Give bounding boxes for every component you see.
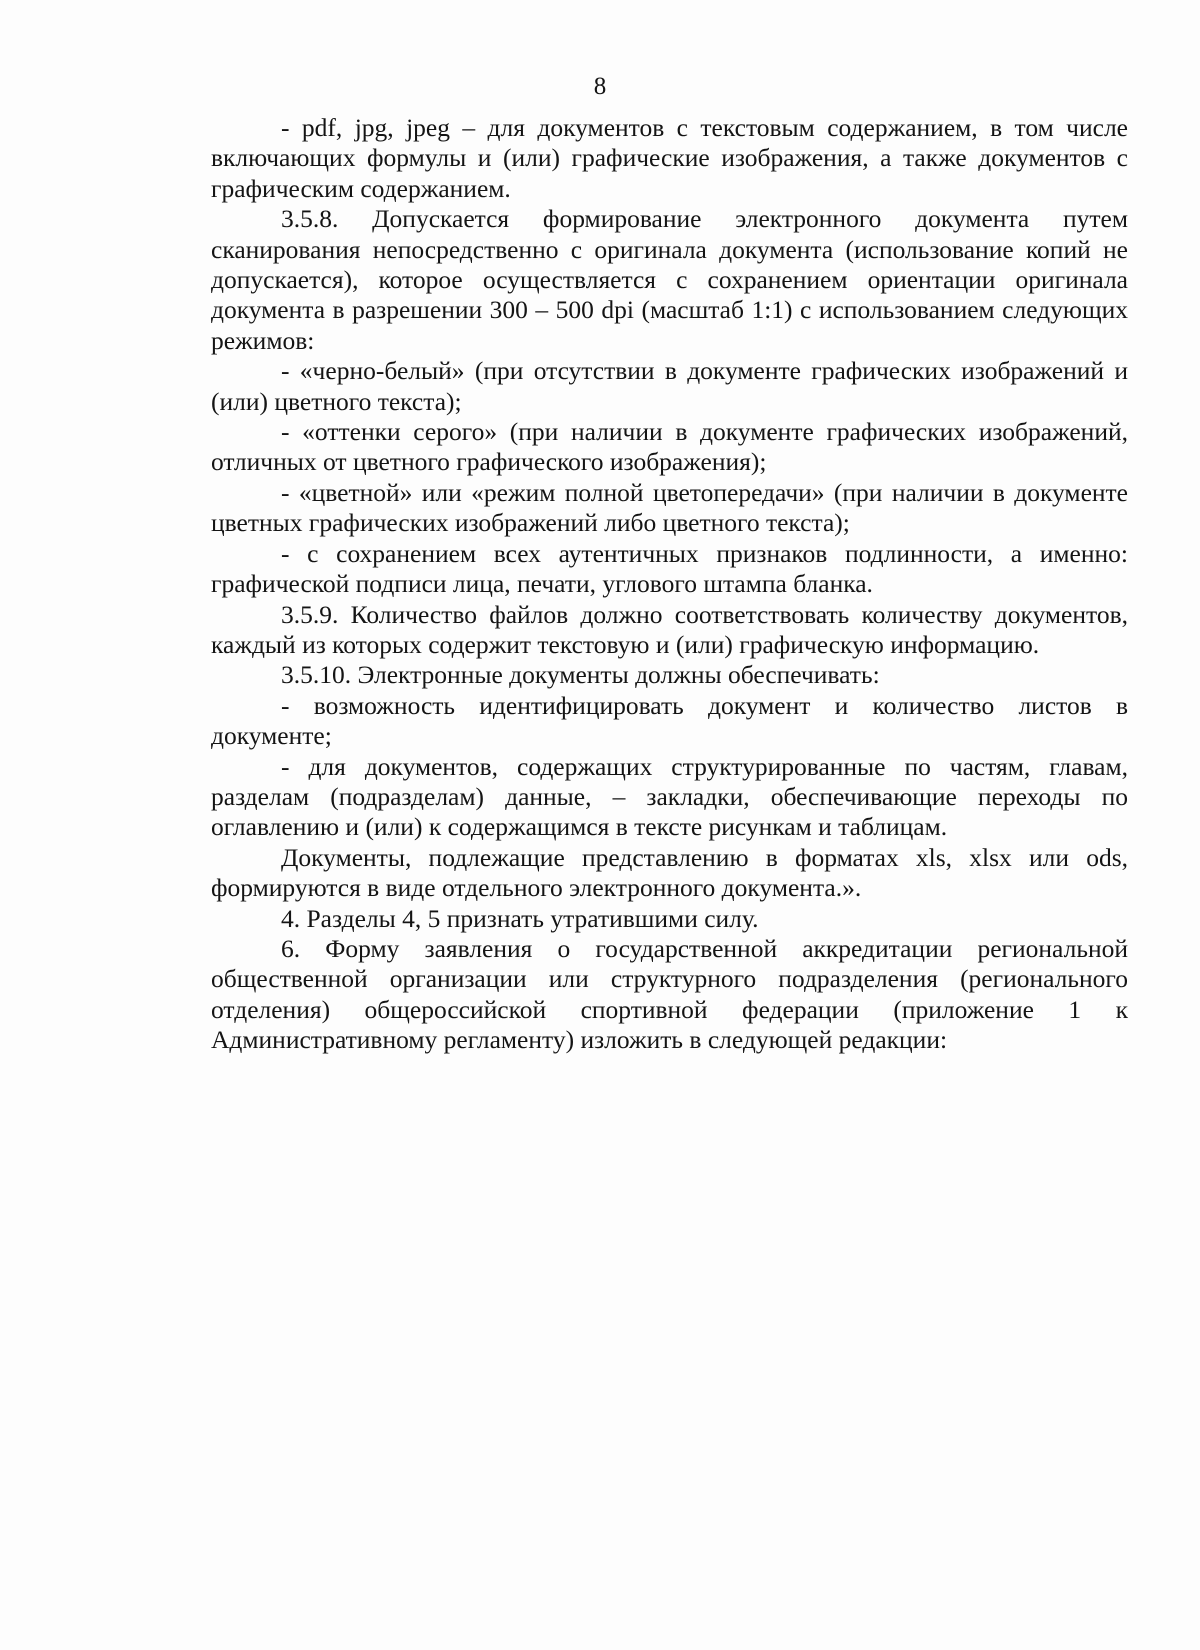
paragraph-mode-color: - «цветной» или «режим полной цветопередачи» (при наличии в документе цветных графических изображений либо цветного текста);	[211, 477, 1128, 538]
paragraph-formats: - pdf, jpg, jpeg – для документов с текстовым содержанием, в том числе включающих формулы и (или) графические изображения, а также документов с графическим содержанием.	[211, 113, 1128, 203]
document-body	[211, 113, 1128, 1056]
paragraph-item-4: 4. Разделы 4, 5 признать утратившими силу.	[281, 903, 759, 933]
paragraph-authenticity: - с сохранением всех аутентичных признаков подлинности, а именно: графической подписи лица, печати, углового штампа бланка.	[211, 538, 1128, 599]
paragraph-spreadsheets: Документы, подлежащие представлению в форматах xls, xlsx или ods, формируются в виде отдельного электронного документа.».	[211, 842, 1128, 903]
paragraph-3-5-10: 3.5.10. Электронные документы должны обеспечивать:	[281, 660, 880, 690]
paragraph-3-5-9: 3.5.9. Количество файлов должно соответствовать количеству документов, каждый из которых содержит текстовую и (или) графическую информацию.	[211, 599, 1128, 659]
paragraph-mode-bw: - «черно-белый» (при отсутствии в документе графических изображений и (или) цветного текста);	[211, 356, 1128, 416]
paragraph-mode-gray: - «оттенки серого» (при наличии в документе графических изображений, отличных от цветного графического изображения);	[211, 417, 1128, 477]
paragraph-item-6: 6. Форму заявления о государственной аккредитации региональной общественной организации или структурного подразделения (регионального отделения) общероссийской спортивной федерации (приложение 1 к Административному регламенту) изложить в следующей редакции:	[211, 933, 1128, 1055]
paragraph-bookmarks: - для документов, содержащих структурированные по частям, главам, разделам (подразделам) данные, – закладки, обеспечивающие переходы по оглавлению и (или) к содержащимся в тексте рисункам и таблицам.	[211, 751, 1128, 842]
page-number: 8	[593, 73, 607, 100]
paragraph-3-5-8: 3.5.8. Допускается формирование электронного документа путем сканирования непосредственно с оригинала документа (использование копий не допускается), которое осуществляется с сохранением ориентации оригинала документа в разрешении 300 – 500 dpi (масштаб 1:1) с использованием следующих режимов:	[211, 204, 1128, 355]
paragraph-identify: - возможность идентифицировать документ и количество листов в документе;	[211, 690, 1128, 751]
